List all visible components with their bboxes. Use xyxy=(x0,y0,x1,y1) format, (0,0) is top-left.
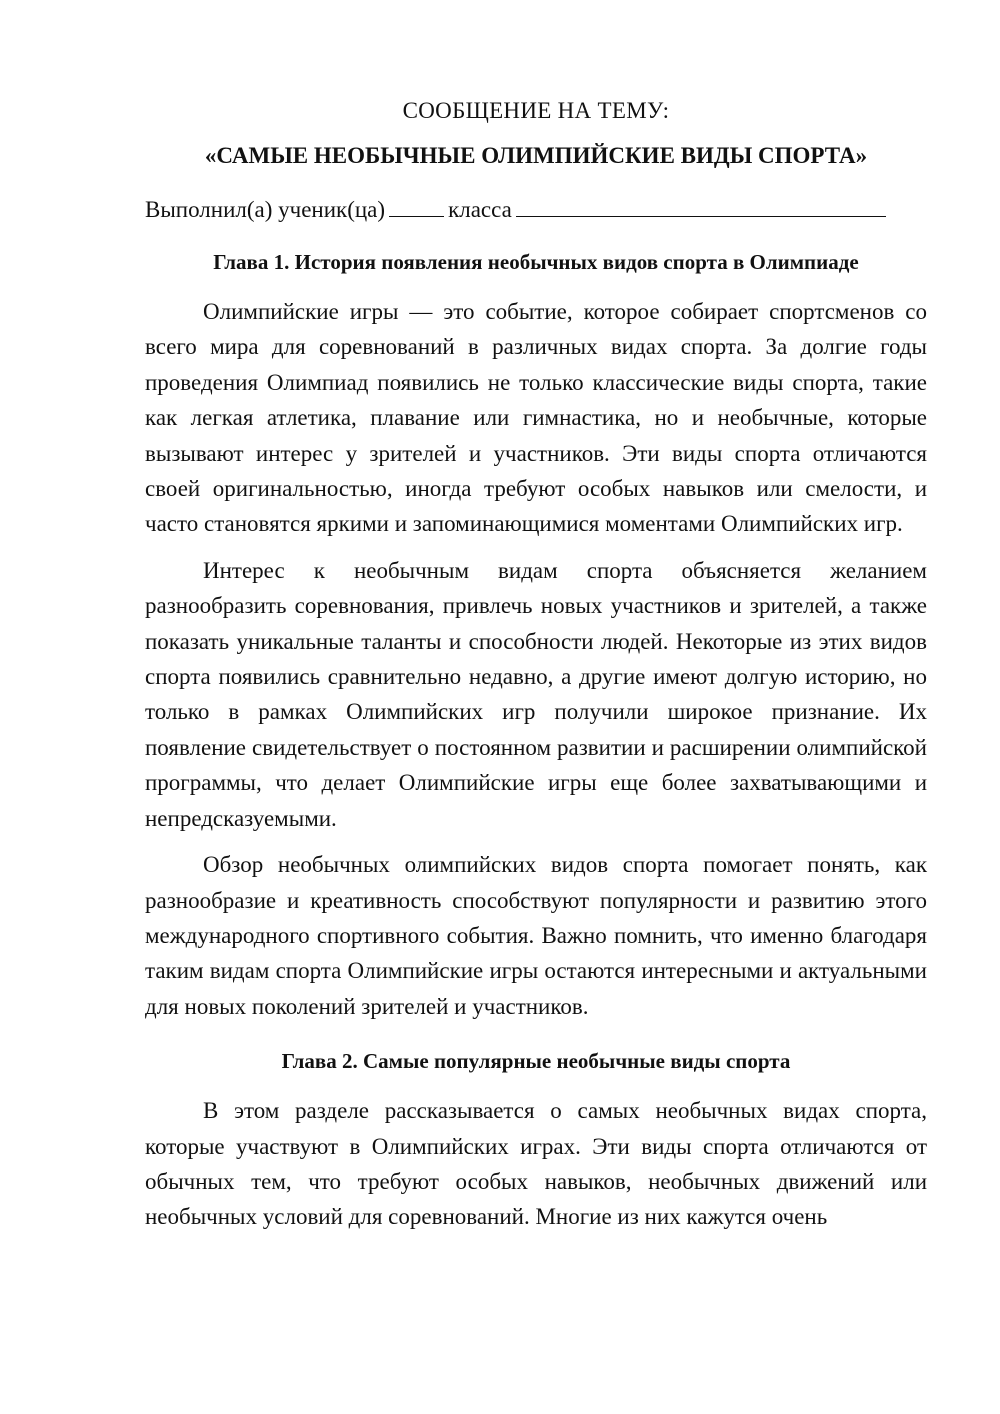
document-page xyxy=(145,94,927,1235)
chapter2-paragraph: В этом разделе рассказывается о самых необычных видах спорта, которые участвуют в Олимпийских играх. Эти виды спорта отличаются от обычных тем, что требуют особых навыков, необычных движений или необычных условий для соревнований. Многие из них кажутся очень xyxy=(145,1098,927,1230)
chapter1-heading: Глава 1. История появления необычных видов спорта в Олимпиаде xyxy=(213,250,859,274)
document-title-line2: «САМЫЕ НЕОБЫЧНЫЕ ОЛИМПИЙСКИЕ ВИДЫ СПОРТА» xyxy=(204,143,868,168)
chapter1-paragraph: Олимпийские игры — это событие, которое собирает спортсменов со всего мира для соревнований в различных видах спорта. За долгие годы проведения Олимпиад появились не только классические виды спорта, такие как легкая атлетика, плавание или гимнастика, но и необычные, которые вызывают интерес у зрителей и участников. Эти виды спорта отличаются своей оригинальностью, иногда требуют особых навыков или смелости, и часто становятся яркими и запоминающимися моментами Олимпийских игр. xyxy=(145,299,927,537)
grade-blank-field xyxy=(389,194,444,217)
chapter1-paragraph: Интерес к необычным видам спорта объясняется желанием разнообразить соревнования, привлечь новых участников и зрителей, а также показать уникальные таланты и способности людей. Некоторые из этих видов спорта появились сравнительно недавно, а другие имеют долгую историю, но только в рамках Олимпийских игр получили широкое признание. Их появление свидетельствует о постоянном развитии и расширении олимпийской программы, что делает Олимпийские игры еще более захватывающими и непредсказуемыми. xyxy=(145,557,927,831)
author-byline xyxy=(145,193,927,227)
byline-class-label: класса xyxy=(448,197,512,222)
chapter1-paragraph: Обзор необычных олимпийских видов спорта помогает понять, как разнообразие и креативность способствуют популярности и развитию этого международного спортивного события. Важно помнить, что именно благодаря таким видам спорта Олимпийские игры остаются интересными и актуальными для новых поколений зрителей и участников. xyxy=(145,852,927,1019)
chapter2-heading: Глава 2. Самые популярные необычные виды спорта xyxy=(281,1049,791,1074)
name-blank-field xyxy=(516,194,886,217)
byline-student-label: Выполнил(а) ученик(ца) xyxy=(145,197,386,222)
document-title-line1: СООБЩЕНИЕ НА ТЕМУ: xyxy=(402,98,670,123)
